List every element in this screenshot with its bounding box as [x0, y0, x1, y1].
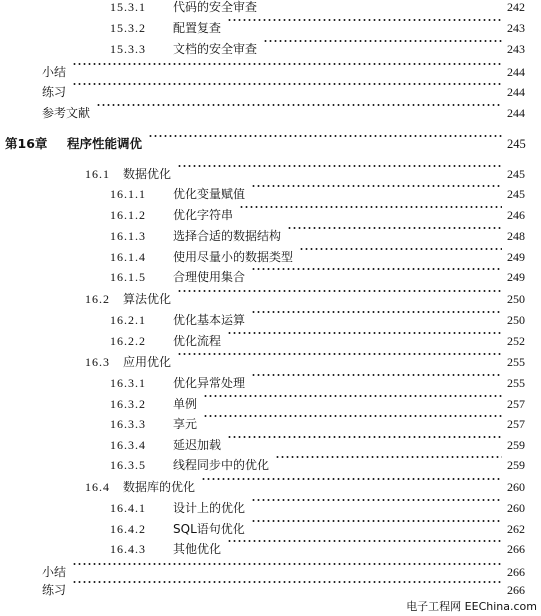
toc-entry-title: 优化基本运算	[173, 313, 246, 327]
toc-row[interactable]	[0, 332, 541, 350]
toc-leader-dots	[177, 353, 502, 355]
toc-row[interactable]	[0, 499, 541, 517]
toc-page-number: 266	[507, 583, 525, 597]
toc-entry-title: SQL语句优化	[173, 522, 245, 536]
toc-section-number: 16.3.5	[110, 458, 146, 472]
toc-leader-dots	[251, 268, 502, 270]
toc-page-number: 250	[507, 313, 525, 327]
toc-section-number: 15.3.1	[110, 0, 146, 14]
toc-entry-title: 练习	[42, 85, 67, 99]
toc-entry-title: 选择合适的数据结构	[173, 229, 282, 243]
toc-leader-dots	[72, 581, 502, 583]
toc-section-number: 16.3.2	[110, 397, 146, 411]
toc-section-number: 16.4.1	[110, 501, 146, 515]
toc-entry-title: 算法优化	[123, 292, 172, 306]
toc-page-number: 252	[507, 334, 525, 348]
toc-row[interactable]	[0, 353, 541, 371]
toc-section-number: 16.1.2	[110, 208, 146, 222]
toc-section-number: 16.2.1	[110, 313, 146, 327]
toc-section-number: 16.1.4	[110, 250, 146, 264]
toc-leader-dots	[227, 540, 502, 542]
toc-section-number: 16.1.1	[110, 187, 146, 201]
toc-entry-title: 享元	[173, 417, 198, 431]
toc-page-number: 259	[507, 438, 525, 452]
toc-page-number: 255	[507, 376, 525, 390]
toc-entry-title: 合理使用集合	[173, 270, 246, 284]
toc-section-number: 16.3.4	[110, 438, 146, 452]
toc-row[interactable]	[0, 227, 541, 245]
watermark: 电子工程网 EEChina.com	[406, 600, 537, 613]
toc-leader-dots	[148, 135, 502, 137]
toc-leader-dots	[96, 104, 502, 106]
toc-leader-dots	[299, 248, 502, 250]
toc-entry-title: 小结	[42, 565, 67, 579]
toc-page-number: 257	[507, 397, 525, 411]
toc-section-number: 16.3	[85, 355, 110, 369]
toc-leader-dots	[251, 185, 502, 187]
toc-entry-title: 延迟加载	[173, 438, 222, 452]
toc-row[interactable]	[0, 185, 541, 203]
toc-entry-title: 参考文献	[42, 106, 91, 120]
toc-leader-dots	[227, 436, 502, 438]
toc-entry-title: 数据优化	[123, 167, 172, 181]
toc-page-number: 243	[507, 21, 525, 35]
toc-section-number: 16.2.2	[110, 334, 146, 348]
toc-entry-title: 数据库的优化	[123, 480, 196, 494]
toc-entry-title: 优化异常处理	[173, 376, 246, 390]
toc-leader-dots	[203, 395, 502, 397]
toc-entry-title: 配置复查	[173, 21, 222, 35]
toc-leader-dots	[201, 478, 502, 480]
toc-leader-dots	[177, 165, 502, 167]
toc-row[interactable]	[0, 165, 541, 183]
toc-leader-dots	[72, 83, 502, 85]
toc-row[interactable]	[0, 19, 541, 37]
toc-row[interactable]	[0, 268, 541, 286]
toc-section-number: 16.1.5	[110, 270, 146, 284]
toc-page-number: 257	[507, 417, 525, 431]
toc-leader-dots	[72, 563, 502, 565]
toc-section-number: 16.3.3	[110, 417, 146, 431]
toc-entry-title: 其他优化	[173, 542, 222, 556]
toc-row[interactable]	[0, 311, 541, 329]
toc-row[interactable]	[0, 395, 541, 413]
toc-page-number: 249	[507, 270, 525, 284]
toc-page-number: 245	[507, 167, 525, 181]
toc-entry-title: 小结	[42, 65, 67, 79]
toc-page-number: 248	[507, 229, 525, 243]
toc-page-number: 250	[507, 292, 525, 306]
toc-entry-title: 练习	[42, 583, 67, 597]
toc-row[interactable]	[0, 104, 541, 122]
toc-row[interactable]	[0, 581, 541, 599]
toc-page-number: 243	[507, 42, 525, 56]
toc-row[interactable]	[0, 374, 541, 392]
toc-entry-title: 线程同步中的优化	[173, 458, 270, 472]
toc-section-number: 15.3.3	[110, 42, 146, 56]
toc-leader-dots	[251, 374, 502, 376]
toc-page-number: 260	[507, 480, 525, 494]
toc-leader-dots	[251, 499, 502, 501]
toc-row[interactable]	[0, 478, 541, 496]
toc-row[interactable]	[0, 456, 541, 474]
toc-leader-dots	[263, 40, 502, 42]
toc-page-number: 246	[507, 208, 525, 222]
toc-entry-title: 设计上的优化	[173, 501, 246, 515]
toc-leader-dots	[227, 332, 502, 334]
toc-page-number: 259	[507, 458, 525, 472]
toc-leader-dots	[239, 206, 502, 208]
toc-leader-dots	[227, 19, 502, 21]
toc-page-number: 249	[507, 250, 525, 264]
toc-row[interactable]	[0, 520, 541, 538]
toc-page-number: 244	[507, 106, 525, 120]
toc-chapter-row[interactable]	[0, 135, 541, 153]
toc-section-number: 15.3.2	[110, 21, 146, 35]
toc-leader-dots	[275, 456, 502, 458]
toc-row[interactable]	[0, 415, 541, 433]
toc-row[interactable]	[0, 0, 541, 16]
toc-section-number: 16.1.3	[110, 229, 146, 243]
toc-section-number: 16.1	[85, 167, 110, 181]
toc-row[interactable]	[0, 83, 541, 101]
toc-page-number: 245	[507, 137, 526, 151]
toc-entry-title: 优化流程	[173, 334, 222, 348]
toc-row[interactable]	[0, 540, 541, 558]
toc-row[interactable]	[0, 563, 541, 581]
toc-page-number: 245	[507, 187, 525, 201]
toc-entry-title: 代码的安全审查	[173, 0, 258, 14]
toc-row[interactable]	[0, 63, 541, 81]
toc-entry-title: 使用尽量小的数据类型	[173, 250, 294, 264]
toc-row[interactable]	[0, 248, 541, 266]
toc-page-number: 266	[507, 542, 525, 556]
toc-entry-title: 优化字符串	[173, 208, 234, 222]
toc-page-number: 244	[507, 85, 525, 99]
toc-row[interactable]	[0, 40, 541, 58]
toc-entry-title: 文档的安全审查	[173, 42, 258, 56]
toc-entry-title: 单例	[173, 397, 198, 411]
toc-section-number: 16.4.3	[110, 542, 146, 556]
toc-entry-title: 应用优化	[123, 355, 172, 369]
toc-section-number: 第16章	[5, 136, 48, 151]
toc-leader-dots	[251, 520, 502, 522]
toc-section-number: 16.4.2	[110, 522, 146, 536]
toc-row[interactable]	[0, 436, 541, 454]
toc-row[interactable]	[0, 206, 541, 224]
toc-leader-dots	[177, 290, 502, 292]
toc-leader-dots	[72, 63, 502, 65]
toc-page-number: 255	[507, 355, 525, 369]
toc-leader-dots	[203, 415, 502, 417]
toc-leader-dots	[287, 227, 502, 229]
toc-section-number: 16.4	[85, 480, 110, 494]
toc-section-number: 16.2	[85, 292, 110, 306]
toc-section-number: 16.3.1	[110, 376, 146, 390]
toc-row[interactable]	[0, 290, 541, 308]
toc-entry-title: 程序性能调优	[67, 136, 143, 151]
toc-page-number: 266	[507, 565, 525, 579]
toc-leader-dots	[251, 311, 502, 313]
toc-page-number: 262	[507, 522, 525, 536]
toc-page-number: 244	[507, 65, 525, 79]
toc-entry-title: 优化变量赋值	[173, 187, 246, 201]
toc-page-number: 260	[507, 501, 525, 515]
toc-page-number: 242	[507, 0, 525, 14]
